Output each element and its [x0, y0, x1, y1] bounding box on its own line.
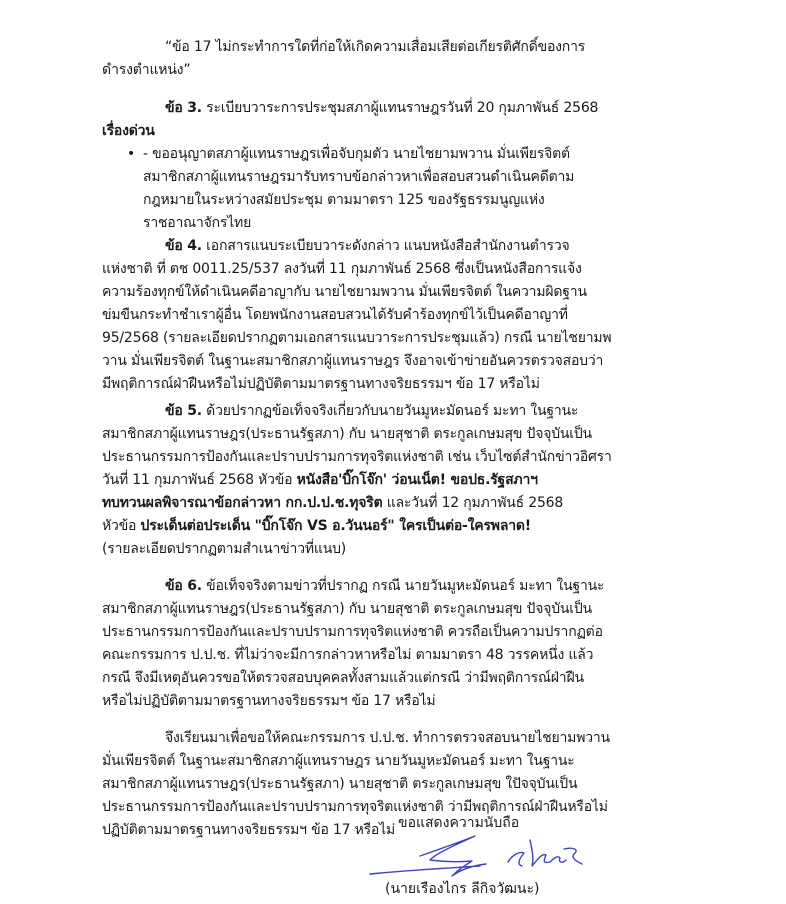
item-3-bullet-line: ราชอาณาจักรไทย — [143, 215, 252, 231]
item-6-line: กรณี จึงมีเหตุอันควรขอให้ตรวจสอบบุคคลทั้งสามแล้วแต่กรณี ว่ามีพฤติการณ์ฝ่าฝืน — [102, 670, 584, 686]
item-3-bullet-line: สมาชิกสภาผู้แทนราษฎรมารับทราบข้อกล่าวหาเพื่อสอบสวนดำเนินคดีตาม — [143, 169, 575, 185]
item-6-line: สมาชิกสภาผู้แทนราษฎร(ประธานรัฐสภา) กับ นายสุชาติ ตระกูลเกษมสุข ปัจจุบันเป็น — [102, 601, 592, 617]
item-5-paragraph — [102, 400, 762, 561]
item-3-bullet-text: - ขออนุญาตสภาผู้แทนราษฎรเพื่อจับกุมตัว นายไชยามพวาน มั่นเพียรจิตต์ — [143, 146, 570, 162]
news-headline-1-part-2: ทบทวนผลพิจารณาข้อกล่าวหา กก.ป.ป.ช.ทุจริต — [102, 495, 383, 511]
item-3-bullet-line: กฎหมายในระหว่างสมัยประชุม ตามมาตรา 125 ของรัฐธรรมนูญแห่ง — [143, 192, 545, 208]
closing-line: สมาชิกสภาผู้แทนราษฎร(ประธานรัฐสภา) นายสุชาติ ตระกูลเกษมสุข ใปัจจุบันเป็น — [102, 776, 578, 792]
item-5-label: ข้อ 5. — [165, 403, 202, 419]
closing-line: มั่นเพียรจิตต์ ในฐานะสมาชิกสภาผู้แทนราษฎร นายวันมูหะมัดนอร์ มะทา ในฐานะ — [102, 753, 575, 769]
signature-strokes — [370, 836, 582, 876]
item-5-line-3: ประธานกรรมการป้องกันและปราบปรามการทุจริตแห่งชาติ เช่น เว็บไซต์สำนักข่าวอิศรา — [102, 449, 612, 465]
item-3-bullet-line — [102, 143, 762, 166]
item-5-line-6-text: หัวข้อ — [102, 518, 141, 534]
item-5-line-6 — [102, 515, 762, 538]
item-4-text: เอกสารแนบระเบียบวาระดังกล่าว แนบหนังสือสำนักงานตำรวจ — [201, 238, 570, 254]
item-3-heading: เรื่องด่วน — [102, 123, 155, 139]
closing-line: ประธานกรรมการป้องกันและปราบปรามการทุจริตแห่งชาติ ว่ามีพฤติการณ์ฝ่าฝืนหรือไม่ — [102, 799, 608, 815]
item-4-label: ข้อ 4. — [165, 238, 202, 254]
item-6-text: ข้อเท็จจริงตามข่าวที่ปรากฏ กรณี นายวันมูหะมัดนอร์ มะทา ในฐานะ — [201, 578, 605, 594]
regards-text: ขอแสดงความนับถือ — [398, 815, 520, 831]
item-4-line: มีพฤติการณ์ฝ่าฝืนหรือไม่ปฏิบัติตามมาตรฐานทางจริยธรรมฯ ข้อ 17 หรือไม่ — [102, 376, 540, 392]
item-6-line: ประธานกรรมการป้องกันและปราบปรามการทุจริตแห่งชาติ ควรถือเป็นความปรากฏต่อ — [102, 624, 603, 640]
closing-line-1: จึงเรียนมาเพื่อขอให้คณะกรรมการ ป.ป.ช. ทำการตรวจสอบนายไชยามพวาน — [165, 730, 610, 746]
item-3-label: ข้อ 3. — [165, 100, 202, 116]
item-3-line-1 — [102, 97, 762, 120]
news-headline-1-part-1: หนังสือ'บิ๊กโจ๊ก' ว่อนเน็ต! ขอปธ.รัฐสภาฯ — [296, 472, 538, 488]
item-3-text: ระเบียบวาระการประชุมสภาผู้แทนราษฎรวันที่ 20 กุมภาพันธ์ 2568 — [201, 100, 599, 116]
item-5-line-5-text: และวันที่ 12 กุมภาพันธ์ 2568 — [382, 495, 564, 511]
quote-paragraph — [102, 36, 762, 82]
closing-line: ปฏิบัติตามมาตรฐานทางจริยธรรมฯ ข้อ 17 หรือไม่ — [102, 822, 395, 838]
item-5-line-5 — [102, 492, 762, 515]
quote-line-1: “ข้อ 17 ไม่กระทำการใดที่ก่อให้เกิดความเสื่อมเสียต่อเกียรติศักดิ์ของการ — [165, 39, 586, 55]
item-4-line: แห่งชาติ ที่ ตช 0011.25/537 ลงวันที่ 11 กุมภาพันธ์ 2568 ซึ่งเป็นหนังสือการแจ้ง — [102, 261, 582, 277]
item-6-line: คณะกรรมการ ป.ป.ช. ที่ไม่ว่าจะมีการกล่าวหาหรือไม่ ตามมาตรา 48 วรรคหนึ่ง แล้ว — [102, 647, 594, 663]
quote-line-2: ดำรงตำแหน่ง” — [102, 62, 191, 78]
bullet-icon: • — [127, 146, 136, 162]
item-5-line-4 — [102, 469, 762, 492]
item-4-line: ความร้องทุกข์ให้ดำเนินคดีอาญากับ นายไชยามพวาน มั่นเพียรจิตต์ ในความผิดฐาน — [102, 284, 587, 300]
item-4-line: ข่มขืนกระทำชำเราผู้อื่น โดยพนักงานสอบสวนได้รับคำร้องทุกข์ไว้เป็นคดีอาญาที่ — [102, 307, 568, 323]
item-4-paragraph — [102, 235, 762, 396]
item-5-line-4-text: วันที่ 11 กุมภาพันธ์ 2568 หัวข้อ — [102, 472, 297, 488]
item-5-text: ด้วยปรากฏข้อเท็จจริงเกี่ยวกับนายวันมูหะมัดนอร์ มะทา ในฐานะ — [201, 403, 579, 419]
item-4-line: 95/2568 (รายละเอียดปรากฏตามเอกสารแนบวาระการประชุมแล้ว) กรณี นายไชยามพ — [102, 330, 612, 346]
signature-stroke — [370, 836, 486, 876]
item-3-paragraph — [102, 97, 762, 235]
news-headline-2: ประเด็นต่อประเด็น "บิ๊กโจ๊ก VS อ.วันนอร์" ใครเป็นต่อ-ใครพลาด! — [140, 518, 531, 534]
item-6-line: หรือไม่ปฏิบัติตามมาตรฐานทางจริยธรรมฯ ข้อ 17 หรือไม่ — [102, 693, 436, 709]
signature-stroke — [508, 840, 582, 866]
item-5-line-1 — [102, 400, 762, 423]
item-5-line-2: สมาชิกสภาผู้แทนราษฎร(ประธานรัฐสภา) กับ นายสุชาติ ตระกูลเกษมสุข ปัจจุบันเป็น — [102, 426, 592, 442]
item-4-line: วาน มั่นเพียรจิตต์ ในฐานะสมาชิกสภาผู้แทนราษฎร จึงอาจเข้าข่ายอันควรตรวจสอบว่า — [102, 353, 604, 369]
signature-image — [360, 832, 590, 878]
item-4-line-1 — [102, 235, 762, 258]
document-body — [102, 36, 762, 842]
item-6-line-1 — [102, 575, 762, 598]
item-6-label: ข้อ 6. — [165, 578, 202, 594]
signer-name: (นายเรืองไกร ลีกิจวัฒนะ) — [385, 881, 540, 897]
item-6-paragraph — [102, 575, 762, 713]
item-5-line-7: (รายละเอียดปรากฏตามสำเนาข่าวที่แนบ) — [102, 541, 347, 557]
